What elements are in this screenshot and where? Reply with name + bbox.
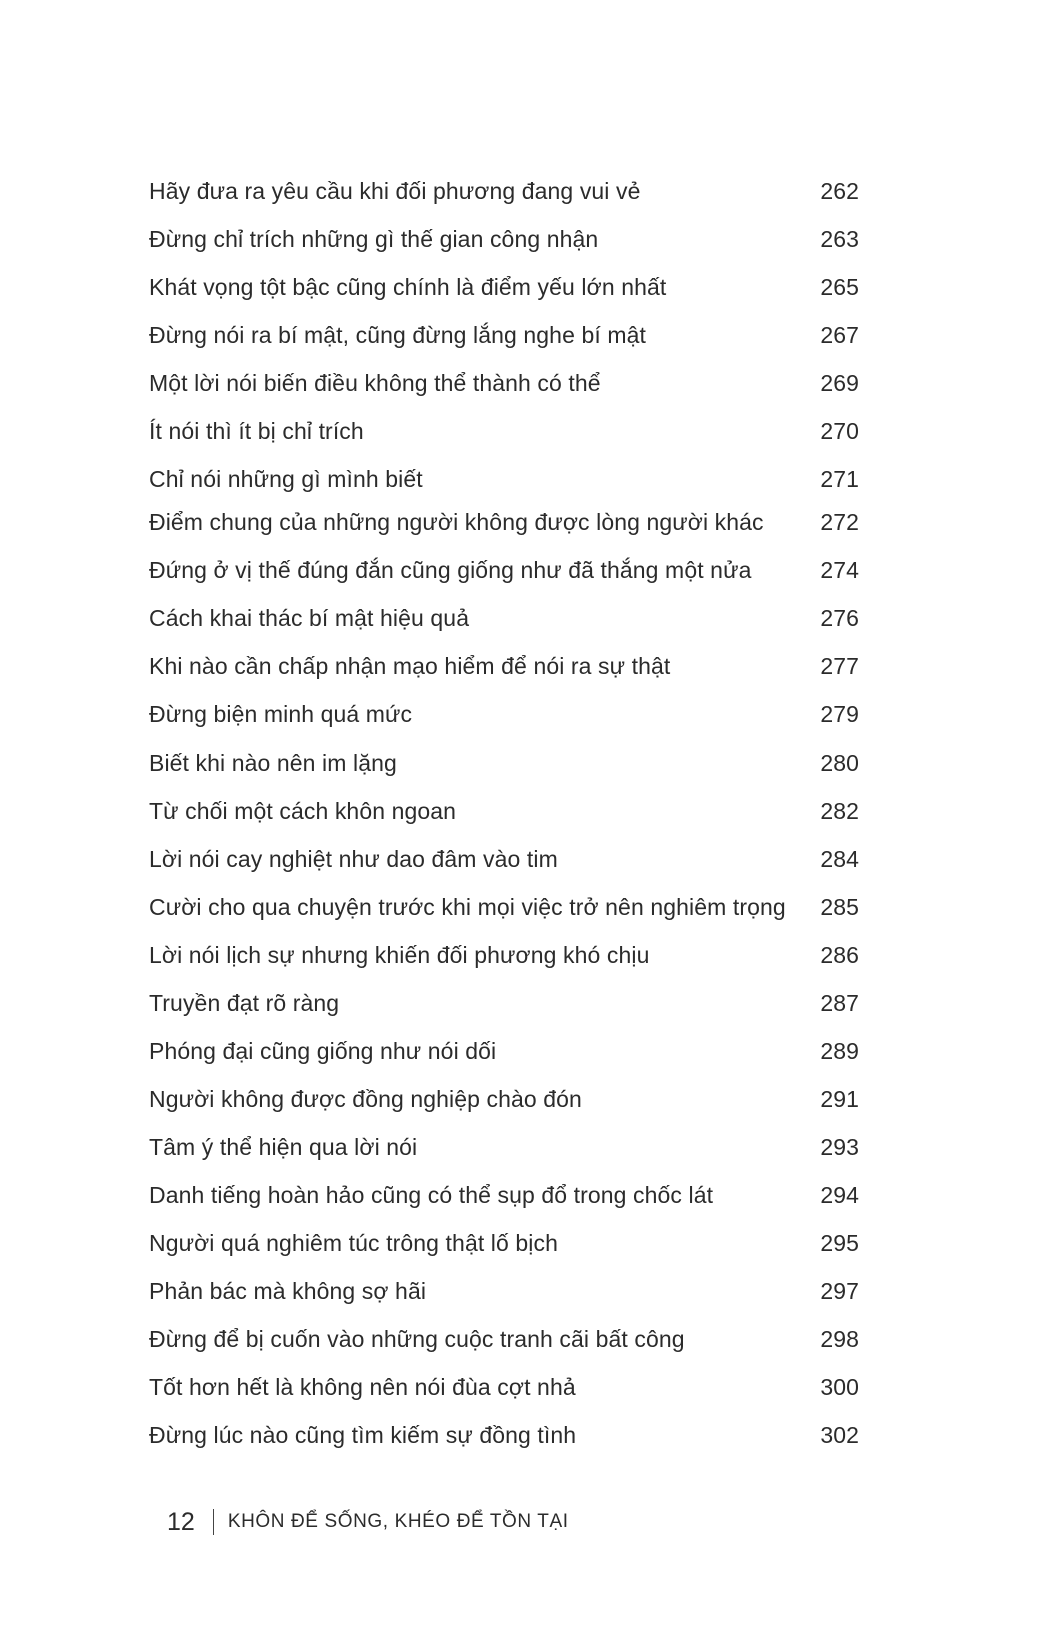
toc-entry: [149, 171, 859, 211]
toc-entry-title: Phản bác mà không sợ hãi: [149, 1278, 427, 1304]
toc-entry-page: 285: [820, 894, 859, 920]
toc-entry-page: 267: [820, 322, 859, 348]
toc-entry-page: 286: [820, 942, 859, 968]
footer-book-title: KHÔN ĐỂ SỐNG, KHÉO ĐỂ TỒN TẠI: [227, 1511, 569, 1532]
toc-entry: [149, 1415, 859, 1455]
toc-entry-page: 274: [820, 557, 859, 583]
toc-entry-page: 298: [820, 1326, 859, 1352]
toc-entry-page: 300: [820, 1374, 859, 1400]
toc-entry-page: 262: [820, 178, 859, 204]
toc-entry: [149, 459, 859, 499]
toc-entry-title: Người quá nghiêm túc trông thật lố bịch: [149, 1230, 558, 1256]
toc-entry-page: 297: [820, 1278, 859, 1304]
toc-entry-page: 265: [820, 274, 859, 300]
toc-entry-page: 302: [820, 1422, 859, 1448]
toc-entry-page: 293: [820, 1134, 859, 1160]
toc-entry: [149, 935, 859, 975]
toc-entry-title: Lời nói lịch sự nhưng khiến đối phương khó chịu: [149, 942, 650, 968]
toc-entry-page: 279: [820, 701, 859, 727]
toc-entry: [149, 363, 859, 403]
toc-entry-title: Phóng đại cũng giống như nói dối: [149, 1038, 497, 1064]
toc-entry-title: Người không được đồng nghiệp chào đón: [149, 1086, 582, 1112]
toc-entry: [149, 1127, 859, 1167]
toc-entry-title: Ít nói thì ít bị chỉ trích: [149, 418, 364, 444]
toc-entry-title: Cười cho qua chuyện trước khi mọi việc trở nên nghiêm trọng: [149, 894, 786, 920]
toc-entry-page: 270: [820, 418, 859, 444]
toc-entry-title: Tâm ý thể hiện qua lời nói: [149, 1134, 418, 1160]
toc-entry-page: 272: [820, 509, 859, 535]
toc-entry: [149, 219, 859, 259]
toc-entry-title: Đừng nói ra bí mật, cũng đừng lắng nghe bí mật: [149, 322, 646, 348]
toc-entry-title: Tốt hơn hết là không nên nói đùa cợt nhả: [149, 1374, 576, 1400]
toc-entry: [149, 839, 859, 879]
toc-entry-page: 280: [820, 750, 859, 776]
toc-entry: [149, 315, 859, 355]
page-footer: [167, 1502, 569, 1542]
toc-entry: [149, 887, 859, 927]
toc-entry: [149, 694, 859, 734]
toc-entry: [149, 411, 859, 451]
toc-entry-page: 291: [820, 1086, 859, 1112]
footer-page-number: 12: [167, 1508, 195, 1536]
toc-entry: [149, 1175, 859, 1215]
toc-entry-page: 271: [820, 466, 859, 492]
toc-entry-page: 284: [820, 846, 859, 872]
toc-entry-title: Đừng lúc nào cũng tìm kiếm sự đồng tình: [149, 1422, 577, 1448]
toc-entry: [149, 1319, 859, 1359]
toc-entry: [149, 1271, 859, 1311]
toc-entry: [149, 1223, 859, 1263]
toc-entry-title: Một lời nói biến điều không thể thành có thể: [149, 370, 601, 396]
toc-entry-page: 294: [820, 1182, 859, 1208]
toc-entry-title: Đừng biện minh quá mức: [149, 701, 413, 727]
toc-entry: [149, 550, 859, 590]
toc-entry: [149, 646, 859, 686]
toc-entry-page: 287: [820, 990, 859, 1016]
toc-entry-title: Biết khi nào nên im lặng: [149, 750, 397, 776]
toc-entry-title: Khi nào cần chấp nhận mạo hiểm để nói ra sự thật: [149, 653, 671, 679]
toc-entry: [149, 983, 859, 1023]
toc-entry: [149, 1031, 859, 1071]
toc-entry: [149, 598, 859, 638]
toc-entry-page: 276: [820, 605, 859, 631]
toc-entry-title: Đừng để bị cuốn vào những cuộc tranh cãi bất công: [149, 1326, 685, 1352]
toc-entry-page: 269: [820, 370, 859, 396]
toc-entry: [149, 267, 859, 307]
toc-entry-page: 289: [820, 1038, 859, 1064]
toc-entry-title: Chỉ nói những gì mình biết: [149, 466, 423, 492]
toc-entry-title: Khát vọng tột bậc cũng chính là điểm yếu lớn nhất: [149, 274, 667, 300]
toc-entry-title: Lời nói cay nghiệt như dao đâm vào tim: [149, 846, 558, 872]
toc-entry-title: Cách khai thác bí mật hiệu quả: [149, 605, 470, 631]
toc-entry-page: 295: [820, 1230, 859, 1256]
toc-entry-title: Truyền đạt rõ ràng: [149, 990, 340, 1016]
toc-entry-title: Điểm chung của những người không được lòng người khác: [149, 509, 764, 535]
toc-entry: [149, 791, 859, 831]
toc-entry-page: 263: [820, 226, 859, 252]
toc-entry: [149, 1079, 859, 1119]
toc-entry-page: 282: [820, 798, 859, 824]
toc-entry: [149, 502, 859, 542]
toc-entry-title: Hãy đưa ra yêu cầu khi đối phương đang vui vẻ: [149, 178, 641, 204]
toc-entry-title: Đừng chỉ trích những gì thế gian công nhận: [149, 226, 599, 252]
toc-entry-title: Từ chối một cách khôn ngoan: [149, 798, 457, 824]
toc-entry: [149, 1367, 859, 1407]
footer-separator: [213, 1509, 214, 1535]
toc-entry-page: 277: [820, 653, 859, 679]
toc-entry: [149, 743, 859, 783]
toc-entry-title: Đứng ở vị thế đúng đắn cũng giống như đã thắng một nửa: [149, 557, 752, 583]
toc-entry-title: Danh tiếng hoàn hảo cũng có thể sụp đổ trong chốc lát: [149, 1182, 714, 1208]
